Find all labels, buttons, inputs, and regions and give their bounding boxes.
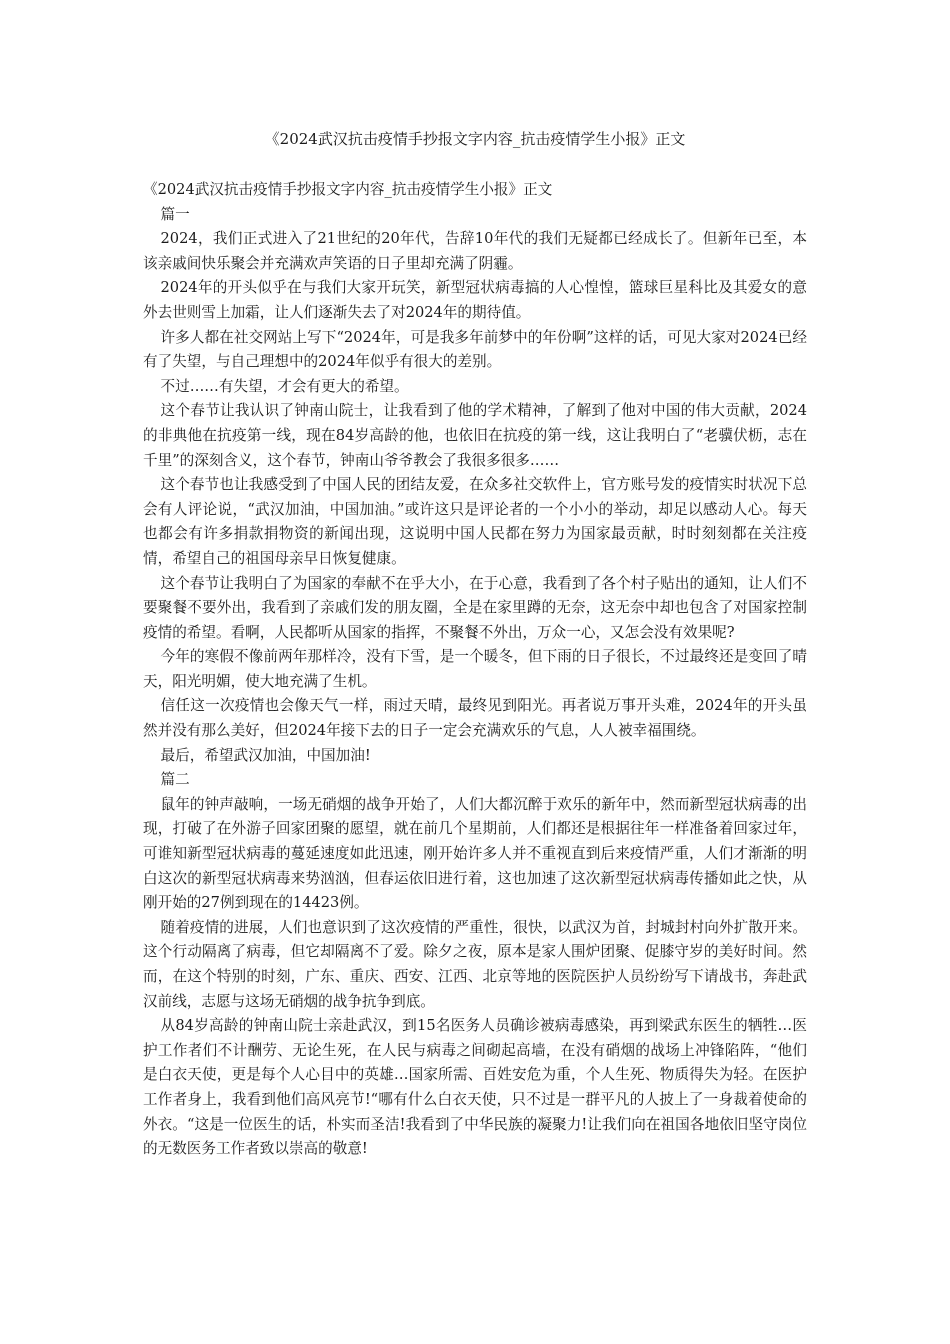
document-body	[143, 178, 807, 1162]
section-heading: 篇一	[160, 205, 190, 223]
document-title: 《2024武汉抗击疫情手抄报文字内容_抗击疫情学生小报》正文	[264, 130, 686, 148]
document-subtitle: 《2024武汉抗击疫情手抄报文字内容_抗击疫情学生小报》正文	[143, 181, 553, 198]
paragraph: 2024年的开头似乎在与我们大家开玩笑，新型冠状病毒搞的人心惶惶，篮球巨星科比及其爱女的意外去世则雪上加霜，让人们逐渐失去了对2024年的期待值。	[143, 279, 807, 321]
paragraph: 从84岁高龄的钟南山院士亲赴武汉，到15名医务人员确诊被病毒感染，再到梁武东医生的牺牲…医护工作者们不计酬劳、无论生死，在人民与病毒之间砌起高墙，在没有硝烟的战场上冲锋陷阵，“他们是白衣天使，更是每个人心目中的英雄…国家所需、百姓安危为重，个人生死、物质得失为轻。在医护工作者身上，我看到他们高风亮节!“哪有什么白衣天使，只不过是一群平凡的人披上了一身裁着使命的外衣。“这是一位医生的话，朴实而圣洁!我看到了中华民族的凝聚力!让我们向在祖国各地依旧坚守岗位的无数医务工作者致以崇高的敬意!	[143, 1017, 807, 1158]
paragraph: 今年的寒假不像前两年那样冷，没有下雪，是一个暖冬，但下雨的日子很长，不过最终还是变回了晴天，阳光明媚，使大地充满了生机。	[143, 648, 807, 690]
paragraph: 这个春节让我认识了钟南山院士，让我看到了他的学术精神，了解到了他对中国的伟大贡献，2024的非典他在抗疫第一线，现在84岁高龄的他，也依旧在抗疫的第一线，这让我明白了“老骥伏枥，志在千里”的深刻含义，这个春节，钟南山爷爷教会了我很多很多……	[143, 402, 807, 469]
paragraph: 2024，我们正式进入了21世纪的20年代，告辞10年代的我们无疑都已经成长了。但新年已至，本该亲戚间快乐聚会并充满欢声笑语的日子里却充满了阴霾。	[143, 230, 807, 272]
paragraph: 最后，希望武汉加油，中国加油!	[160, 746, 371, 764]
paragraph: 这个春节也让我感受到了中国人民的团结友爱，在众多社交软件上，官方账号发的疫情实时状况下总会有人评论说，“武汉加油，中国加油。”或许这只是评论者的一个小小的举动，却足以感动人心。每天也都会有许多捐款捐物资的新闻出现，这说明中国人民都在努力为国家最贡献，时时刻刻都在关注疫情，希望自己的祖国母亲早日恢复健康。	[143, 476, 807, 567]
paragraph: 许多人都在社交网站上写下“2024年，可是我多年前梦中的年份啊”这样的话，可见大家对2024已经有了失望，与自己理想中的2024年似乎有很大的差别。	[143, 328, 807, 371]
paragraph: 鼠年的钟声敲响，一场无硝烟的战争开始了，人们大都沉醉于欢乐的新年中，然而新型冠状病毒的出现，打破了在外游子回家团聚的愿望，就在前几个星期前，人们都还是根据往年一样准备着回家过年，可谁知新型冠状病毒的蔓延速度如此迅速，刚开始许多人并不重视直到后来疫情严重，人们才渐渐的明白这次的新型冠状病毒来势汹汹，但春运依旧进行着，这也加速了这次新型冠状病毒传播如此之快，从刚开始的27例到现在的14423例。	[143, 795, 807, 912]
paragraph: 信任这一次疫情也会像天气一样，雨过天晴，最终见到阳光。再者说万事开头难，2024年的开头虽然并没有那么美好，但2024年接下去的日子一定会充满欢乐的气息，人人被幸福围绕。	[143, 697, 807, 740]
section-heading: 篇二	[160, 771, 190, 789]
paragraph: 不过……有失望，才会有更大的希望。	[160, 377, 409, 395]
paragraph: 随着疫情的进展，人们也意识到了这次疫情的严重性，很快，以武汉为首，封城封村向外扩散开来。这个行动隔离了病毒，但它却隔离不了爱。除夕之夜，原本是家人围炉团聚、促膝守岁的美好时间。然而，在这个特别的时刻，广东、重庆、西安、江西、北京等地的医院医护人员纷纷写下请战书，奔赴武汉前线，志愿与这场无硝烟的战争抗争到底。	[143, 918, 807, 1010]
paragraph: 这个春节让我明白了为国家的奉献不在乎大小，在于心意，我看到了各个村子贴出的通知，让人们不要聚餐不要外出，我看到了亲戚们发的朋友圈，全是在家里蹲的无奈，这无奈中却也包含了对国家控制疫情的希望。看啊，人民都听从国家的指挥，不聚餐不外出，万众一心，又怎会没有效果呢?	[143, 574, 807, 641]
